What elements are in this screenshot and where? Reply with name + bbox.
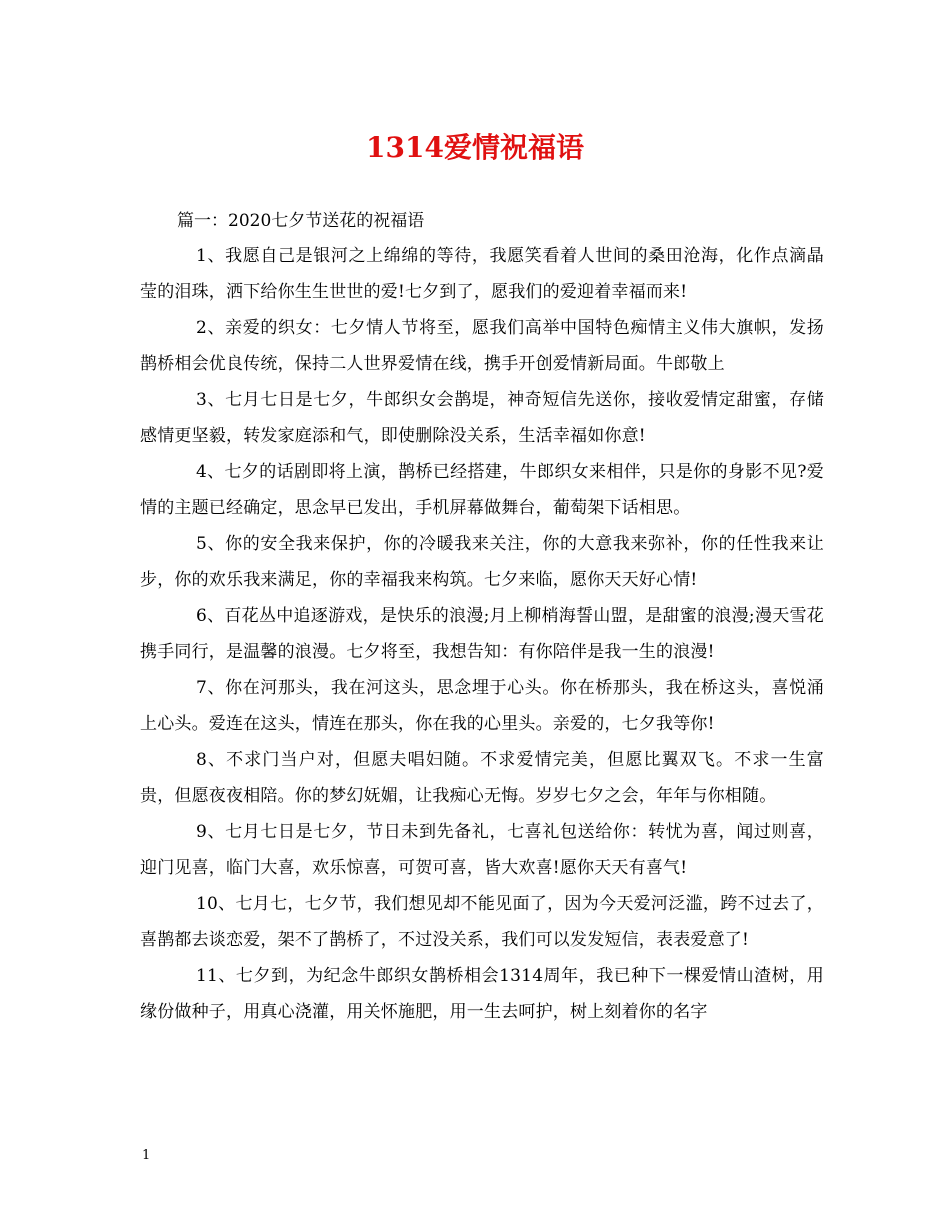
paragraph: 11、七夕到，为纪念牛郎织女鹊桥相会1314周年，我已种下一棵爱情山渣树，用缘份做种子，用真心浇灌，用关怀施肥，用一生去呵护，树上刻着你的名字 <box>140 966 824 1022</box>
paragraph: 9、七月七日是七夕，节日未到先备礼，七喜礼包送给你：转忧为喜，闻过则喜，迎门见喜，临门大喜，欢乐惊喜，可贺可喜，皆大欢喜!愿你天天有喜气! <box>140 822 824 878</box>
paragraph: 6、百花丛中追逐游戏，是快乐的浪漫;月上柳梢海誓山盟，是甜蜜的浪漫;漫天雪花携手同行，是温馨的浪漫。七夕将至，我想告知：有你陪伴是我一生的浪漫! <box>140 606 824 662</box>
paragraph: 8、不求门当户对，但愿夫唱妇随。不求爱情完美，但愿比翼双飞。不求一生富贵，但愿夜夜相陪。你的梦幻妩媚，让我痴心无悔。岁岁七夕之会，年年与你相随。 <box>140 750 824 806</box>
document-body <box>140 238 824 1030</box>
section-heading: 篇一：2020七夕节送花的祝福语 <box>177 211 425 231</box>
paragraph: 5、你的安全我来保护，你的冷暖我来关注，你的大意我来弥补，你的任性我来让步，你的欢乐我来满足，你的幸福我来构筑。七夕来临，愿你天天好心情! <box>140 534 824 590</box>
page-number: 1 <box>142 1148 151 1163</box>
document-title: 1314爱情祝福语 <box>366 131 584 164</box>
paragraph: 4、七夕的话剧即将上演，鹊桥已经搭建，牛郎织女来相伴，只是你的身影不见?爱情的主题已经确定，思念早已发出，手机屏幕做舞台，葡萄架下话相思。 <box>140 462 824 518</box>
paragraph: 3、七月七日是七夕，牛郎织女会鹊堤，神奇短信先送你，接收爱情定甜蜜，存储感情更坚毅，转发家庭添和气，即使删除没关系，生活幸福如你意! <box>140 390 824 446</box>
paragraph: 7、你在河那头，我在河这头，思念埋于心头。你在桥那头，我在桥这头，喜悦涌上心头。爱连在这头，情连在那头，你在我的心里头。亲爱的，七夕我等你! <box>140 678 824 734</box>
paragraph: 1、我愿自己是银河之上绵绵的等待，我愿笑看着人世间的桑田沧海，化作点滴晶莹的泪珠，洒下给你生生世世的爱!七夕到了，愿我们的爱迎着幸福而来! <box>140 246 824 302</box>
paragraph: 2、亲爱的织女：七夕情人节将至，愿我们高举中国特色痴情主义伟大旗帜，发扬鹊桥相会优良传统，保持二人世界爱情在线，携手开创爱情新局面。牛郎敬上 <box>140 318 824 374</box>
paragraph: 10、七月七，七夕节，我们想见却不能见面了，因为今天爱河泛滥，跨不过去了，喜鹊都去谈恋爱，架不了鹊桥了，不过没关系，我们可以发发短信，表表爱意了! <box>140 894 824 950</box>
